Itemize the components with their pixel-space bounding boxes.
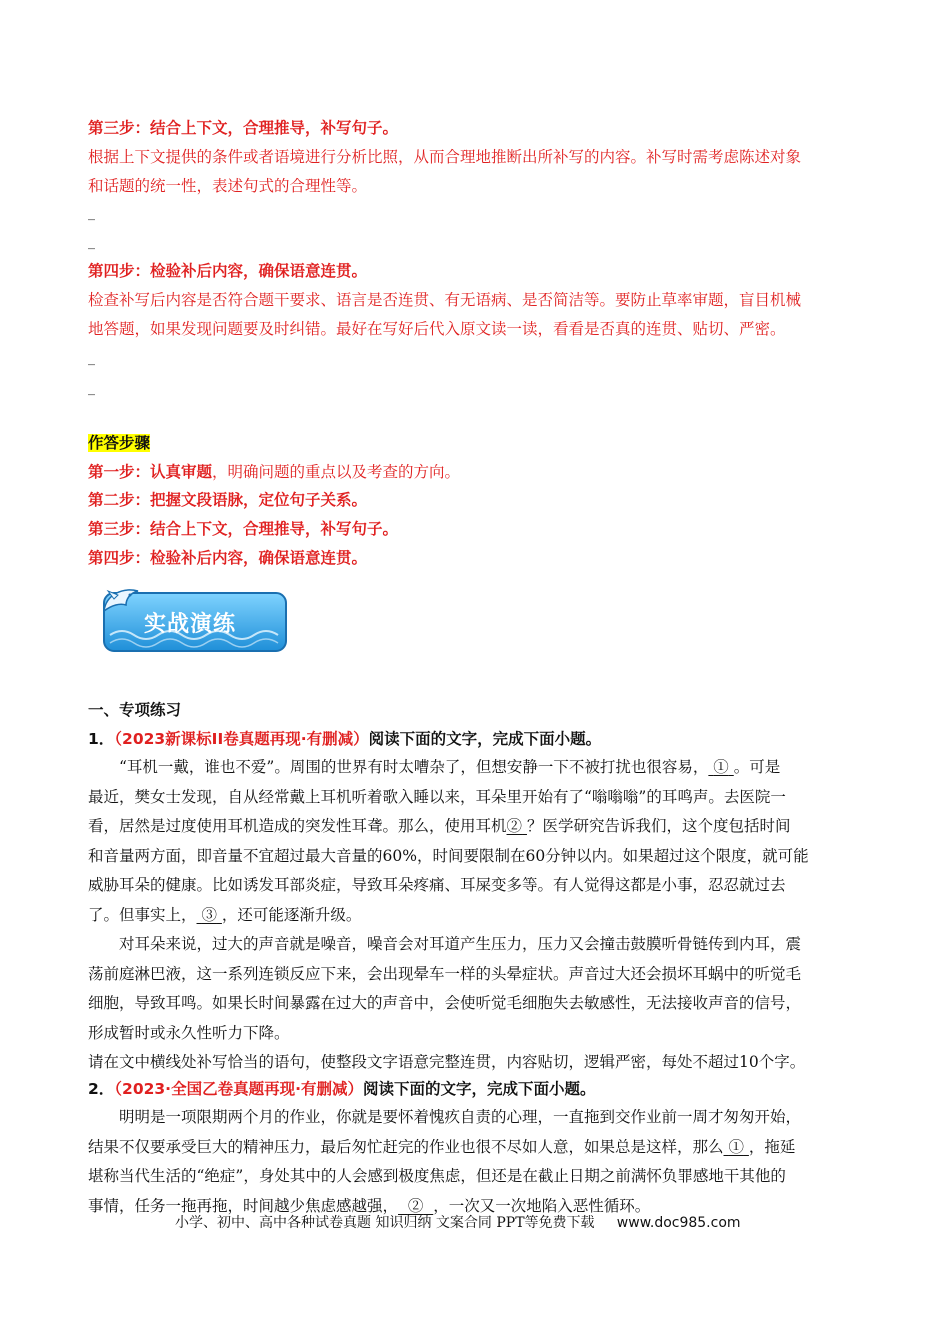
summary-heading-row (88, 428, 864, 458)
passage-line (88, 1133, 864, 1163)
blank-1-label: ① (713, 758, 729, 776)
q1-instruction: 阅读下面的文字，完成下面小题。 (368, 730, 602, 748)
blank-2 (507, 817, 527, 835)
blank-line-marker: _ (88, 234, 95, 250)
summary-step3: 第三步：结合上下文，合理推导，补写句子。 (88, 520, 399, 538)
passage-line: 细胞，导致耳鸣。如果长时间暴露在过大的声音中，会使听觉毛细胞失去敏感性，无法接收声音的信号， (88, 994, 802, 1012)
step3-body-line1: 根据上下文提供的条件或者语境进行分析比照，从而合理地推断出所补写的内容。补写时需考虑陈述对象 (88, 148, 802, 166)
passage-line: 和音量两方面，即音量不宜超过最大音量的60%，时间要限制在60分钟以内。如果超过这个限度，就可能 (88, 846, 809, 865)
passage-line (88, 901, 864, 931)
blank-2-label: ② (407, 1196, 424, 1215)
passage-text: “耳机一戴，谁也不爱”。周围的世界有时太嘈杂了，但想安静一下不被打扰也很容易， (119, 758, 709, 776)
q1-number: 1． (88, 730, 115, 748)
summary-step1-rest: ，明确问题的重点以及考查的方向。 (212, 463, 461, 481)
summary-step2: 第二步：把握文段语脉，定位句子关系。 (88, 491, 368, 509)
blank-1-label: ① (728, 1137, 744, 1156)
passage-text: 。可是 (733, 758, 781, 776)
q2-source: （2023·全国乙卷真题再现·有删减） (114, 1080, 363, 1098)
passage-text: ，还可能逐渐升级。 (221, 905, 362, 924)
blank-line-marker: _ (88, 350, 95, 366)
passage-line (88, 812, 864, 842)
passage-line: 明明是一项限期两个月的作业，你就是要怀着愧疚自责的心理，一直拖到交作业前一周才匆匆开始， (119, 1108, 802, 1126)
q2-instruction: 阅读下面的文字，完成下面小题。 (362, 1080, 596, 1098)
passage-line: 最近，樊女士发现，自从经常戴上耳机听着歌入睡以来，耳朵里开始有了“嗡嗡嗡”的耳鸣声。去医院一 (88, 787, 786, 806)
passage-line: 荡前庭淋巴液，这一系列连锁反应下来，会出现晕车一样的头晕症状。声音过大还会损坏耳蜗中的听觉毛 (88, 964, 802, 983)
q2-header (88, 1074, 864, 1104)
passage-text: 结果不仅要承受巨大的精神压力，最后匆忙赶完的作业也很不尽如人意，如果总是这样，那么 (88, 1137, 724, 1156)
q2-passage (88, 1103, 864, 1221)
blank-3 (197, 906, 222, 924)
q1-passage (88, 753, 864, 1078)
blank-1 (708, 758, 733, 776)
section-title: 一、专项练习 (88, 701, 182, 719)
passage-text: ，拖延 (748, 1137, 796, 1156)
blank-line-marker: _ (88, 205, 95, 221)
q1-task: 请在文中横线处补写恰当的语句，使整段文字语意完整连贯，内容贴切，逻辑严密，每处不超过10个字。 (88, 1053, 806, 1071)
practice-badge (100, 585, 290, 655)
step3-title: 第三步：结合上下文，合理推导，补写句子。 (88, 119, 399, 137)
q2-number: 2． (88, 1080, 115, 1098)
passage-text: ，一次又一次地陷入恶性循环。 (433, 1196, 651, 1215)
passage-line: 威胁耳朵的健康。比如诱发耳部炎症，导致耳朵疼痛、耳屎变多等。有人觉得这都是小事，忍忍就过去 (88, 876, 786, 894)
page-footer (175, 1212, 741, 1232)
q1-source: （2023新课标II卷真题再现·有删减） (114, 730, 369, 748)
blank-2-label: ② (506, 817, 523, 835)
practice-badge-label: 实战演练 (144, 612, 237, 637)
footer-link[interactable]: www.doc985.com (616, 1215, 741, 1231)
step4-body-line1: 检查补写后内容是否符合题干要求、语言是否连贯、有无语病、是否简洁等。要防止草率审题，盲目机械 (88, 291, 802, 309)
footer-text: 小学、初中、高中各种试卷真题 知识归纳 文案合同 PPT等免费下载 (175, 1215, 595, 1231)
step4-title: 第四步：检验补后内容，确保语意连贯。 (88, 262, 368, 280)
step3-body-line2: 和话题的统一性，表述句式的合理性等。 (88, 177, 368, 195)
passage-text: 看，居然是过度使用耳机造成的突发性耳聋。那么，使用耳机 (88, 817, 507, 835)
blank-line-marker: _ (88, 380, 95, 396)
passage-text: 了。但事实上， (88, 905, 197, 924)
passage-line: 对耳朵来说，过大的声音就是噪音，噪音会对耳道产生压力，压力又会撞击鼓膜听骨链传到内耳，震 (119, 935, 802, 953)
summary-heading: 作答步骤 (88, 434, 151, 452)
summary-step1 (88, 457, 864, 487)
passage-text: 事情，任务一拖再拖，时间越少焦虑感越强， (88, 1196, 399, 1215)
blank-1 (724, 1138, 749, 1156)
passage-text: ？医学研究告诉我们，这个度包括时间 (526, 817, 791, 835)
step4-body-line2: 地答题，如果发现问题要及时纠错。最好在写好后代入原文读一读，看看是否真的连贯、贴切、严密。 (88, 320, 786, 338)
summary-step1-bold: 第一步：认真审题 (88, 463, 213, 481)
blank-3-label: ③ (201, 905, 217, 924)
passage-line: 堪称当代生活的“绝症”，身处其中的人会感到极度焦虑，但还是在截止日期之前满怀负罪感地干其他的 (88, 1167, 786, 1185)
summary-step4: 第四步：检验补后内容，确保语意连贯。 (88, 549, 368, 567)
passage-line (88, 753, 864, 783)
passage-line: 形成暂时或永久性听力下降。 (88, 1023, 290, 1042)
q1-header (88, 724, 864, 754)
